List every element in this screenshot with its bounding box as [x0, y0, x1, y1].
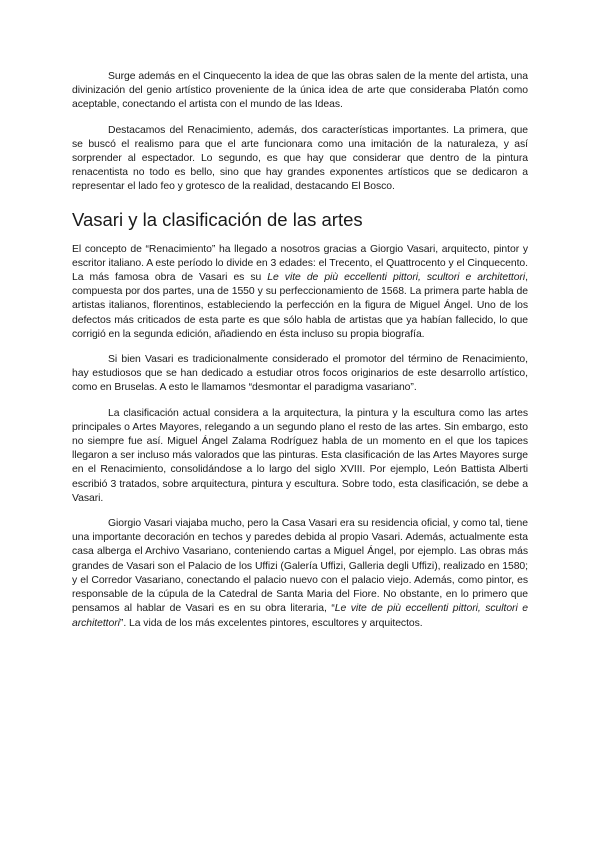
- paragraph-renacimiento-caracteristicas: Destacamos del Renacimiento, además, dos características importantes. La primera, que se buscó el realismo para que el arte funcionara como una imitación de la naturaleza, y así sorprender al espectador. Lo segundo, es que hay que considerar que dentro de la pintura renacentista no todo es bello, sino que hay grandes exponentes artísticos que se dedicaron a representar el lado feo y grotesco de la realidad, destacando El Bosco.: [72, 124, 528, 193]
- paragraph-text: ”. La vida de los más excelentes pintores, escultores y arquitectos.: [119, 617, 423, 629]
- document-page: [72, 70, 528, 642]
- paragraph-paradigma-vasariano: Si bien Vasari es tradicionalmente considerado el promotor del término de Renacimiento, hay estudiosos que se han dedicado a estudiar otros focos originarios de este desarrollo artístico, como en Bruselas. A esto le llamamos “desmontar el paradigma vasariano”.: [72, 354, 528, 394]
- section-heading: Vasari y la clasificación de las artes: [72, 208, 363, 230]
- paragraph-text: El concepto de “Renacimiento” ha llegado a nosotros gracias a Giorgio Vasari, arquitecto, pintor y escritor italiano. A este período lo divide en 3 edades: el Trecento, el Quattrocento y el Cinquecento. La más famosa obra de Vasari es su: [72, 243, 528, 284]
- paragraph-text: Giorgio Vasari viajaba mucho, pero la Casa Vasari era su residencia oficial, y como tal, tiene una importante decoración en techos y paredes debida al propio Vasari. Además, actualmente esta casa alberga el Archivo Vasariano, conteniendo cartas a Miguel Ángel, por ejemplo. Las obras más grandes de Vasari son el Palacio de los Uffizi (Galería Uffizi, Galleria degli Uffizi), realizado en 1580; y el Corredor Vasariano, conectando el palacio nuevo con el palacio viejo. Además, como pintor, es responsable de la cúpula de la Catedral de Santa Maria del Fiore. No obstante, en lo primero que pensamos al hablar de Vasari es en su obra literaria, “: [72, 518, 528, 615]
- paragraph-clasificacion-actual: La clasificación actual considera a la arquitectura, la pintura y la escultura como las artes principales o Artes Mayores, relegando a un segundo plano el resto de las artes. Sin embargo, esto no siempre fue así. Miguel Ángel Zalama Rodríguez habla de un momento en el que los tapices llegaron a ser incluso más valorados que las pinturas. Esta clasificación de las Artes Mayores surge en el Renacimiento, consolidándose a lo largo del siglo XVIII. Por ejemplo, León Battista Alberti escribió 3 tratados, sobre arquitectura, pintura y escultura. Sobre todo, esta clasificación, se debe a Vasari.: [72, 407, 528, 504]
- paragraph-concepto-renacimiento: [72, 243, 528, 342]
- paragraph-text: , compuesta por dos partes, una de 1550 y su perfeccionamiento de 1568. La primera parte habla de artistas italianos, florentinos, estableciendo la perfección en la figura de Miguel Ángel. Uno de los defectos más criticados de esta parte es que sólo habla de artistas que ya habían fallecido, lo que corrigió en la segunda edición, añadiendo en ésta incluso su propia biografía.: [72, 272, 528, 340]
- paragraph-cinquecento: Surge además en el Cinquecento la idea de que las obras salen de la mente del artista, una divinización del genio artístico proveniente de la única idea de arte que consideraba Platón como aceptable, conectando el artista con el mundo de las Ideas.: [72, 71, 528, 111]
- book-title: Le vite de più eccellenti pittori, scultori e architettori: [72, 603, 528, 629]
- book-title: Le vite de più eccellenti pittori, scultori e architettori: [267, 272, 526, 284]
- paragraph-casa-vasari: [72, 517, 528, 631]
